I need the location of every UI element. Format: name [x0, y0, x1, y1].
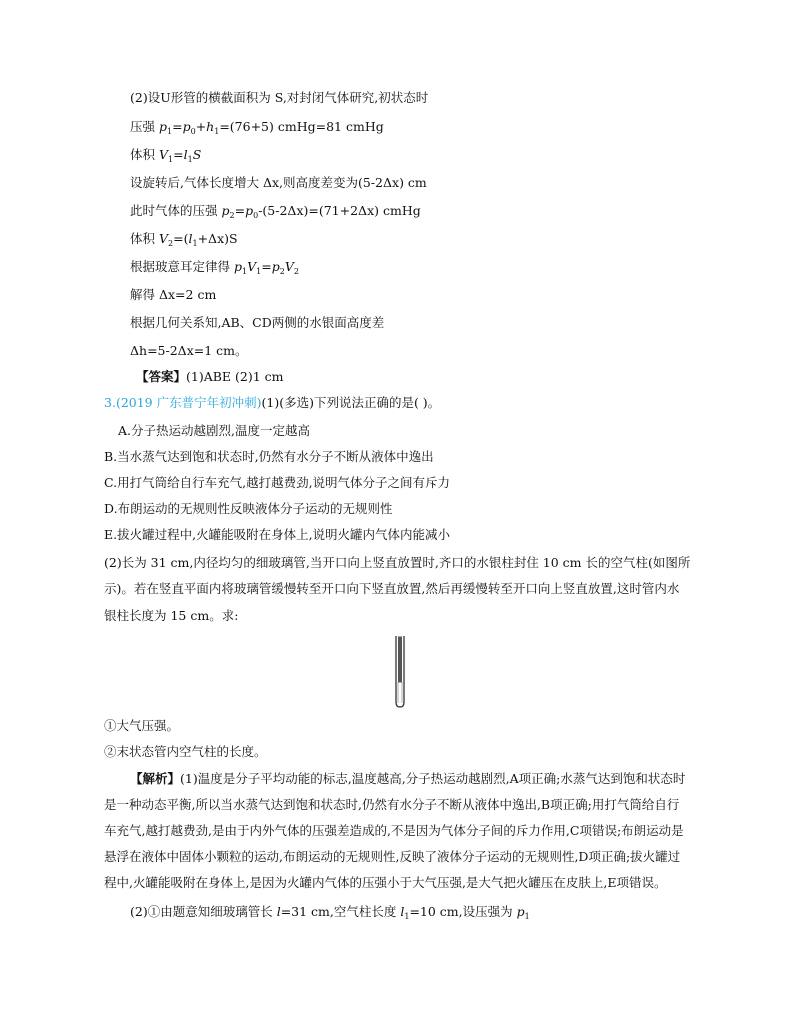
mercury-column [398, 637, 402, 683]
var-v: V [158, 231, 169, 246]
var-l: l [183, 147, 188, 162]
analysis-line-4: 悬浮在液体中固体小颗粒的运动,布朗运动的无规则性,反映了液体分子运动的无规则性,D项正确;拔火罐过 [104, 849, 681, 864]
var-l: l [276, 904, 281, 919]
line-initial-volume [130, 147, 201, 165]
line-initial-pressure [130, 119, 384, 137]
text: =( [173, 231, 189, 246]
analysis-line-6 [130, 904, 530, 922]
var-l: l [400, 904, 405, 919]
option-e: E.拔火罐过程中,火罐能吸附在身体上,说明火罐内气体内能减小 [104, 527, 451, 542]
text: +Δx)S [197, 231, 238, 246]
var-v: V [284, 259, 294, 274]
var-v: V [247, 259, 257, 274]
sub-question-1: ①大气压强。 [104, 718, 180, 733]
question-3-header [104, 395, 440, 411]
line-rotation: 设旋转后,气体长度增大 Δx,则高度差变为(5-2Δx) cm [130, 175, 427, 190]
sub-question-2: ②末状态管内空气柱的长度。 [104, 744, 267, 759]
var-p: p [516, 904, 525, 919]
var-p: p [245, 203, 254, 218]
analysis-line-3: 车充气,越打越费劲,是由于内外气体的压强差造成的,不是因为气体分子间的斥力作用,C项错误;布朗运动是 [104, 823, 684, 838]
option-a: A.分子热运动越剧烈,温度一定越高 [118, 423, 310, 438]
subscript: 1 [192, 239, 198, 248]
line-height-difference: Δh=5-2Δx=1 cm。 [130, 343, 248, 358]
subscript: 1 [167, 127, 173, 136]
var-p: p [271, 259, 280, 274]
text: 压强 [130, 119, 159, 134]
text: -(5-2Δx)=(71+2Δx) cmHg [258, 203, 421, 218]
subscript: 1 [524, 912, 530, 921]
text: 体积 [130, 147, 159, 162]
subscript: 1 [168, 155, 174, 164]
var-p: p [182, 119, 191, 134]
text: = [261, 259, 272, 274]
subscript: 0 [190, 127, 196, 136]
subscript: 1 [242, 267, 248, 276]
subscript: 1 [256, 267, 262, 276]
line-case-2-intro: (2)设U形管的横截面积为 S,对封闭气体研究,初状态时 [130, 90, 429, 105]
text: 体积 [130, 231, 159, 246]
line-final-pressure [130, 203, 421, 221]
analysis-line-5: 程中,火罐能吸附在身体上,是因为火罐内气体的压强小于大气压强,是大气把火罐压在皮肤上,E项错误。 [104, 875, 667, 890]
text: + [195, 119, 207, 134]
var-h: h [206, 119, 215, 134]
subscript: 2 [279, 267, 285, 276]
var-l: l [188, 231, 193, 246]
part-2-text-line-1: (2)长为 31 cm,内径均匀的细玻璃管,当开口向上竖直放置时,齐口的水银柱封住 10 cm 长的空气柱(如图所 [104, 555, 691, 570]
var-p: p [221, 203, 230, 218]
subscript: 1 [214, 127, 220, 136]
glass-tube-figure [394, 636, 406, 708]
line-geometry: 根据几何关系知,AB、CD两侧的水银面高度差 [130, 315, 385, 330]
subscript: 0 [253, 211, 259, 220]
analysis-tag: 【解析】 [130, 771, 181, 786]
var-p: p [233, 259, 242, 274]
text: = [172, 119, 183, 134]
var-s: S [192, 147, 202, 162]
question-text: (1)(多选)下列说法正确的是( )。 [261, 395, 441, 410]
text: (1)温度是分子平均动能的标志,温度越高,分子热运动越剧烈,A项正确;水蒸气达到饱和状态时 [180, 771, 686, 786]
question-number: 3. [104, 395, 116, 410]
line-boyle-law [130, 259, 299, 277]
option-b: B.当水蒸气达到饱和状态时,仍然有水分子不断从液体中逸出 [104, 449, 434, 464]
answer-tag: 【答案】 [136, 369, 187, 384]
analysis-line-2: 是一种动态平衡,所以当水蒸气达到饱和状态时,仍然有水分子不断从液体中逸出,B项正确;用打气筒给自行 [104, 797, 680, 812]
var-v: V [158, 147, 169, 162]
subscript: 2 [293, 267, 299, 276]
analysis-line-1 [130, 771, 685, 787]
option-c: C.用打气筒给自行车充气,越打越费劲,说明气体分子之间有斥力 [104, 475, 451, 490]
text: 根据玻意耳定律得 [130, 259, 234, 274]
answer-line [136, 369, 284, 385]
option-d: D.布朗运动的无规则性反映液体分子运动的无规则性 [104, 501, 393, 516]
answer-text: (1)ABE (2)1 cm [186, 369, 284, 384]
text: 此时气体的压强 [130, 203, 222, 218]
subscript: 1 [187, 155, 193, 164]
line-solve: 解得 Δx=2 cm [130, 287, 217, 302]
text: = [234, 203, 246, 218]
question-source: (2019 广东普宁年初冲刺) [115, 395, 262, 410]
part-2-text-line-2: 示)。若在竖直平面内将玻璃管缓慢转至开口向下竖直放置,然后再缓慢转至开口向上竖直放置,这时管内水 [104, 581, 680, 596]
subscript: 2 [229, 211, 235, 220]
part-2-text-line-3: 银柱长度为 15 cm。求: [104, 608, 239, 623]
line-final-volume [130, 231, 238, 249]
var-p: p [158, 119, 167, 134]
text: (2)①由题意知细玻璃管长 [130, 904, 277, 919]
text: =10 cm,设压强为 [409, 904, 517, 919]
text: = [173, 147, 184, 162]
subscript: 2 [168, 239, 174, 248]
text: =31 cm,空气柱长度 [280, 904, 401, 919]
text: =(76+5) cmHg=81 cmHg [219, 119, 384, 134]
subscript: 1 [404, 912, 410, 921]
